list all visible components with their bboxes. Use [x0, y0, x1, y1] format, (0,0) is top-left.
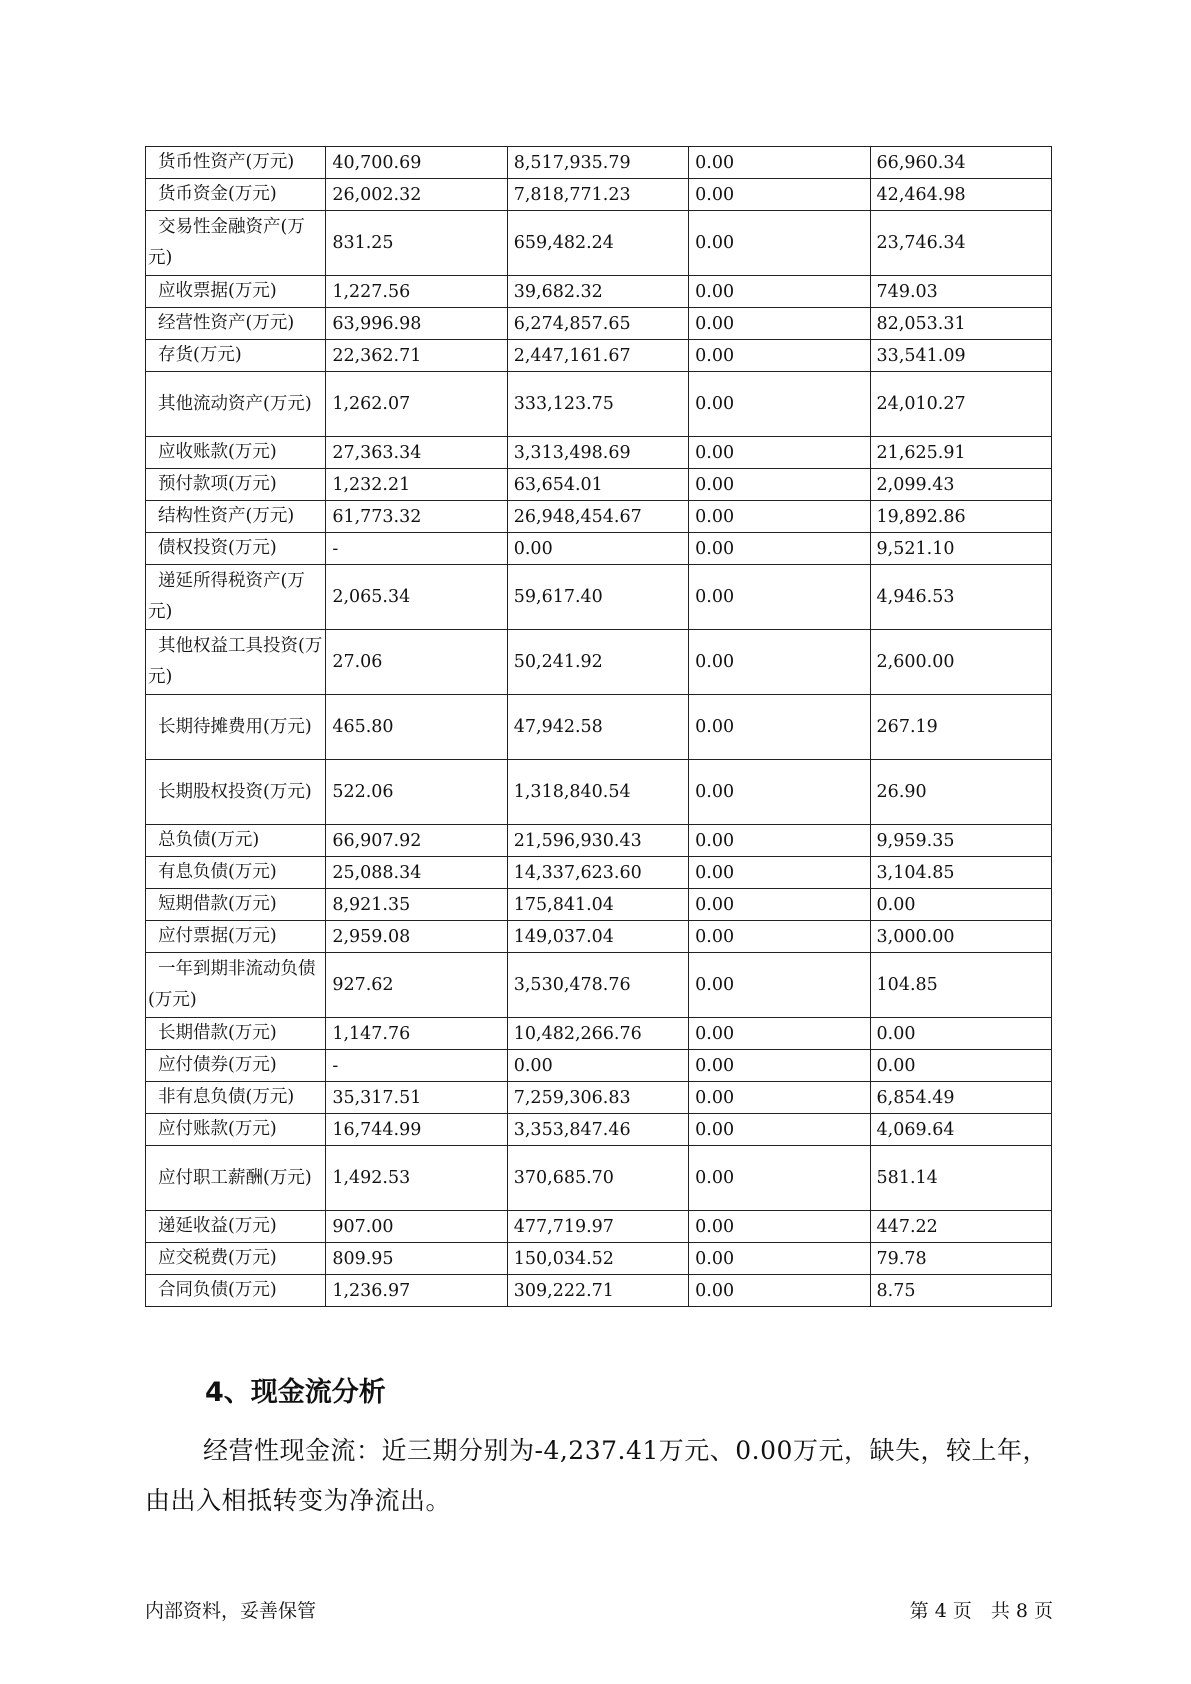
- cell-c3: 0.00: [689, 565, 870, 630]
- cell-c3: 0.00: [689, 921, 870, 953]
- cell-c3: 0.00: [689, 501, 870, 533]
- table-row: [146, 630, 1052, 695]
- cell-c3: 0.00: [689, 276, 870, 308]
- row-label: [146, 211, 326, 276]
- row-label-text: 应付债券(万元): [158, 1055, 277, 1075]
- cell-c1: 61,773.32: [326, 501, 507, 533]
- section-title: 4、现金流分析: [205, 1377, 386, 1408]
- row-label-text: 应付职工薪酬(万元): [158, 1167, 312, 1188]
- cell-c4: 267.19: [870, 695, 1051, 760]
- cell-c4: 4,946.53: [870, 565, 1051, 630]
- cell-c3: 0.00: [689, 1243, 870, 1275]
- row-label-text: 交易性金融资产(万元): [148, 217, 305, 268]
- cell-c3: 0.00: [689, 1082, 870, 1114]
- table-row: [146, 1114, 1052, 1146]
- row-label: [146, 825, 326, 857]
- row-label-text: 货币性资产(万元): [158, 152, 295, 172]
- cell-c4: 0.00: [870, 1018, 1051, 1050]
- table-row: [146, 1243, 1052, 1275]
- cell-c1: -: [326, 1050, 507, 1082]
- row-label: [146, 340, 326, 372]
- cell-c4: 4,069.64: [870, 1114, 1051, 1146]
- cell-c2: 150,034.52: [507, 1243, 688, 1275]
- cell-c1: 1,147.76: [326, 1018, 507, 1050]
- cell-c2: 7,259,306.83: [507, 1082, 688, 1114]
- cell-c3: 0.00: [689, 211, 870, 276]
- row-label: [146, 308, 326, 340]
- cell-c2: 50,241.92: [507, 630, 688, 695]
- row-label-text: 应收账款(万元): [158, 442, 277, 462]
- row-label-text: 应付账款(万元): [158, 1119, 277, 1139]
- cell-c3: 0.00: [689, 308, 870, 340]
- row-label: [146, 533, 326, 565]
- row-label-text: 其他流动资产(万元): [158, 393, 312, 414]
- row-label-text: 应付票据(万元): [158, 926, 277, 946]
- row-label: [146, 921, 326, 953]
- row-label: [146, 1082, 326, 1114]
- cell-c3: 0.00: [689, 760, 870, 825]
- cell-c3: 0.00: [689, 1146, 870, 1211]
- cell-c3: 0.00: [689, 437, 870, 469]
- cell-c3: 0.00: [689, 372, 870, 437]
- footer-confidential: 内部资料，妥善保管: [145, 1600, 317, 1622]
- row-label-text: 经营性资产(万元): [158, 313, 295, 333]
- table-row: [146, 276, 1052, 308]
- row-label-text: 存货(万元): [158, 345, 242, 365]
- cell-c2: 39,682.32: [507, 276, 688, 308]
- table-row: [146, 565, 1052, 630]
- row-label: [146, 760, 326, 825]
- cell-c3: 0.00: [689, 1018, 870, 1050]
- cell-c4: 66,960.34: [870, 147, 1051, 179]
- row-label-text: 应收票据(万元): [158, 281, 277, 301]
- cell-c4: 9,521.10: [870, 533, 1051, 565]
- cell-c2: 175,841.04: [507, 889, 688, 921]
- row-label: [146, 1050, 326, 1082]
- cell-c4: 2,099.43: [870, 469, 1051, 501]
- cell-c1: 1,492.53: [326, 1146, 507, 1211]
- cell-c3: 0.00: [689, 825, 870, 857]
- row-label: [146, 1211, 326, 1243]
- table-row: [146, 533, 1052, 565]
- cell-c1: 1,236.97: [326, 1275, 507, 1307]
- table-row: [146, 469, 1052, 501]
- row-label: [146, 889, 326, 921]
- row-label-text: 预付款项(万元): [158, 474, 277, 494]
- cell-c2: 26,948,454.67: [507, 501, 688, 533]
- cell-c3: 0.00: [689, 695, 870, 760]
- table-row: [146, 501, 1052, 533]
- cell-c1: 2,959.08: [326, 921, 507, 953]
- financial-table-body: [146, 147, 1052, 1307]
- cell-c4: 79.78: [870, 1243, 1051, 1275]
- cell-c4: 2,600.00: [870, 630, 1051, 695]
- cell-c1: 1,262.07: [326, 372, 507, 437]
- row-label-text: 短期借款(万元): [158, 894, 277, 914]
- cell-c2: 6,274,857.65: [507, 308, 688, 340]
- cell-c1: 522.06: [326, 760, 507, 825]
- table-row: [146, 1275, 1052, 1307]
- row-label-text: 长期借款(万元): [158, 1023, 277, 1043]
- cell-c3: 0.00: [689, 953, 870, 1018]
- row-label-text: 一年到期非流动负债(万元): [148, 959, 316, 1010]
- cell-c2: 21,596,930.43: [507, 825, 688, 857]
- table-row: [146, 372, 1052, 437]
- row-label: [146, 695, 326, 760]
- cell-c2: 659,482.24: [507, 211, 688, 276]
- row-label-text: 其他权益工具投资(万元): [148, 636, 323, 687]
- cell-c2: 63,654.01: [507, 469, 688, 501]
- cell-c1: 16,744.99: [326, 1114, 507, 1146]
- row-label-text: 有息负债(万元): [158, 862, 277, 882]
- row-label: [146, 179, 326, 211]
- cell-c1: 40,700.69: [326, 147, 507, 179]
- cell-c1: 465.80: [326, 695, 507, 760]
- cell-c3: 0.00: [689, 469, 870, 501]
- cell-c1: 809.95: [326, 1243, 507, 1275]
- cell-c1: 907.00: [326, 1211, 507, 1243]
- table-row: [146, 340, 1052, 372]
- row-label-text: 合同负债(万元): [158, 1280, 277, 1300]
- row-label-text: 总负债(万元): [158, 830, 260, 850]
- cell-c3: 0.00: [689, 857, 870, 889]
- cell-c4: 447.22: [870, 1211, 1051, 1243]
- row-label: [146, 953, 326, 1018]
- cell-c2: 10,482,266.76: [507, 1018, 688, 1050]
- financial-table: [145, 146, 1052, 1307]
- cell-c1: 27.06: [326, 630, 507, 695]
- cell-c3: 0.00: [689, 533, 870, 565]
- cell-c4: 6,854.49: [870, 1082, 1051, 1114]
- row-label: [146, 469, 326, 501]
- cell-c3: 0.00: [689, 1275, 870, 1307]
- row-label: [146, 630, 326, 695]
- table-row: [146, 1050, 1052, 1082]
- cell-c1: 2,065.34: [326, 565, 507, 630]
- cell-c4: 581.14: [870, 1146, 1051, 1211]
- row-label: [146, 276, 326, 308]
- row-label-text: 递延所得税资产(万元): [148, 571, 305, 622]
- cell-c4: 21,625.91: [870, 437, 1051, 469]
- cell-c4: 0.00: [870, 889, 1051, 921]
- row-label: [146, 501, 326, 533]
- cell-c4: 24,010.27: [870, 372, 1051, 437]
- row-label-text: 长期待摊费用(万元): [158, 716, 312, 737]
- table-row: [146, 825, 1052, 857]
- table-row: [146, 953, 1052, 1018]
- cell-c1: 35,317.51: [326, 1082, 507, 1114]
- row-label: [146, 857, 326, 889]
- row-label-text: 结构性资产(万元): [158, 506, 295, 526]
- cell-c3: 0.00: [689, 340, 870, 372]
- cashflow-paragraph-text: 经营性现金流：近三期分别为-4,237.41万元、0.00万元，缺失，较上年，由出入相抵转变为净流出。: [145, 1436, 1048, 1515]
- table-row: [146, 1082, 1052, 1114]
- row-label: [146, 1114, 326, 1146]
- cell-c2: 7,818,771.23: [507, 179, 688, 211]
- table-row: [146, 179, 1052, 211]
- cell-c2: 0.00: [507, 533, 688, 565]
- cell-c2: 8,517,935.79: [507, 147, 688, 179]
- cell-c4: 82,053.31: [870, 308, 1051, 340]
- cell-c4: 104.85: [870, 953, 1051, 1018]
- row-label-text: 货币资金(万元): [158, 184, 277, 204]
- row-label-text: 长期股权投资(万元): [158, 781, 312, 802]
- row-label: [146, 372, 326, 437]
- row-label-text: 应交税费(万元): [158, 1248, 277, 1268]
- cell-c4: 9,959.35: [870, 825, 1051, 857]
- cell-c1: 927.62: [326, 953, 507, 1018]
- cell-c1: 831.25: [326, 211, 507, 276]
- row-label-text: 债权投资(万元): [158, 538, 277, 558]
- cell-c1: 1,232.21: [326, 469, 507, 501]
- cell-c4: 3,104.85: [870, 857, 1051, 889]
- footer-page-number: 第 4 页 共 8 页: [909, 1600, 1053, 1622]
- table-row: [146, 308, 1052, 340]
- cell-c2: 14,337,623.60: [507, 857, 688, 889]
- table-row: [146, 889, 1052, 921]
- cell-c4: 26.90: [870, 760, 1051, 825]
- cell-c3: 0.00: [689, 1050, 870, 1082]
- cell-c2: 309,222.71: [507, 1275, 688, 1307]
- cell-c2: 3,353,847.46: [507, 1114, 688, 1146]
- cell-c3: 0.00: [689, 889, 870, 921]
- table-row: [146, 1018, 1052, 1050]
- table-row: [146, 1211, 1052, 1243]
- cell-c3: 0.00: [689, 179, 870, 211]
- cell-c1: 22,362.71: [326, 340, 507, 372]
- cell-c2: 149,037.04: [507, 921, 688, 953]
- cell-c2: 47,942.58: [507, 695, 688, 760]
- cell-c1: 66,907.92: [326, 825, 507, 857]
- table-row: [146, 437, 1052, 469]
- table-row: [146, 147, 1052, 179]
- table-row: [146, 1146, 1052, 1211]
- cell-c2: 3,530,478.76: [507, 953, 688, 1018]
- cell-c1: 63,996.98: [326, 308, 507, 340]
- cell-c4: 749.03: [870, 276, 1051, 308]
- cell-c3: 0.00: [689, 1114, 870, 1146]
- cell-c2: 59,617.40: [507, 565, 688, 630]
- cell-c4: 33,541.09: [870, 340, 1051, 372]
- cell-c4: 19,892.86: [870, 501, 1051, 533]
- cell-c4: 8.75: [870, 1275, 1051, 1307]
- cell-c1: 8,921.35: [326, 889, 507, 921]
- table-row: [146, 857, 1052, 889]
- cell-c2: 0.00: [507, 1050, 688, 1082]
- cell-c2: 370,685.70: [507, 1146, 688, 1211]
- cell-c2: 2,447,161.67: [507, 340, 688, 372]
- row-label: [146, 147, 326, 179]
- cell-c3: 0.00: [689, 1211, 870, 1243]
- cell-c1: -: [326, 533, 507, 565]
- cell-c1: 27,363.34: [326, 437, 507, 469]
- cell-c2: 333,123.75: [507, 372, 688, 437]
- row-label: [146, 1018, 326, 1050]
- table-row: [146, 211, 1052, 276]
- cell-c2: 1,318,840.54: [507, 760, 688, 825]
- cell-c2: 477,719.97: [507, 1211, 688, 1243]
- cell-c2: 3,313,498.69: [507, 437, 688, 469]
- cell-c1: 26,002.32: [326, 179, 507, 211]
- cell-c1: 25,088.34: [326, 857, 507, 889]
- table-row: [146, 695, 1052, 760]
- table-row: [146, 760, 1052, 825]
- row-label-text: 递延收益(万元): [158, 1216, 277, 1236]
- cell-c3: 0.00: [689, 630, 870, 695]
- cell-c3: 0.00: [689, 147, 870, 179]
- cell-c4: 23,746.34: [870, 211, 1051, 276]
- row-label: [146, 565, 326, 630]
- cashflow-paragraph: [145, 1426, 1065, 1526]
- row-label: [146, 437, 326, 469]
- cell-c1: 1,227.56: [326, 276, 507, 308]
- row-label: [146, 1243, 326, 1275]
- table-row: [146, 921, 1052, 953]
- cell-c4: 0.00: [870, 1050, 1051, 1082]
- row-label: [146, 1146, 326, 1211]
- cell-c4: 42,464.98: [870, 179, 1051, 211]
- row-label: [146, 1275, 326, 1307]
- row-label-text: 非有息负债(万元): [158, 1087, 295, 1107]
- cell-c4: 3,000.00: [870, 921, 1051, 953]
